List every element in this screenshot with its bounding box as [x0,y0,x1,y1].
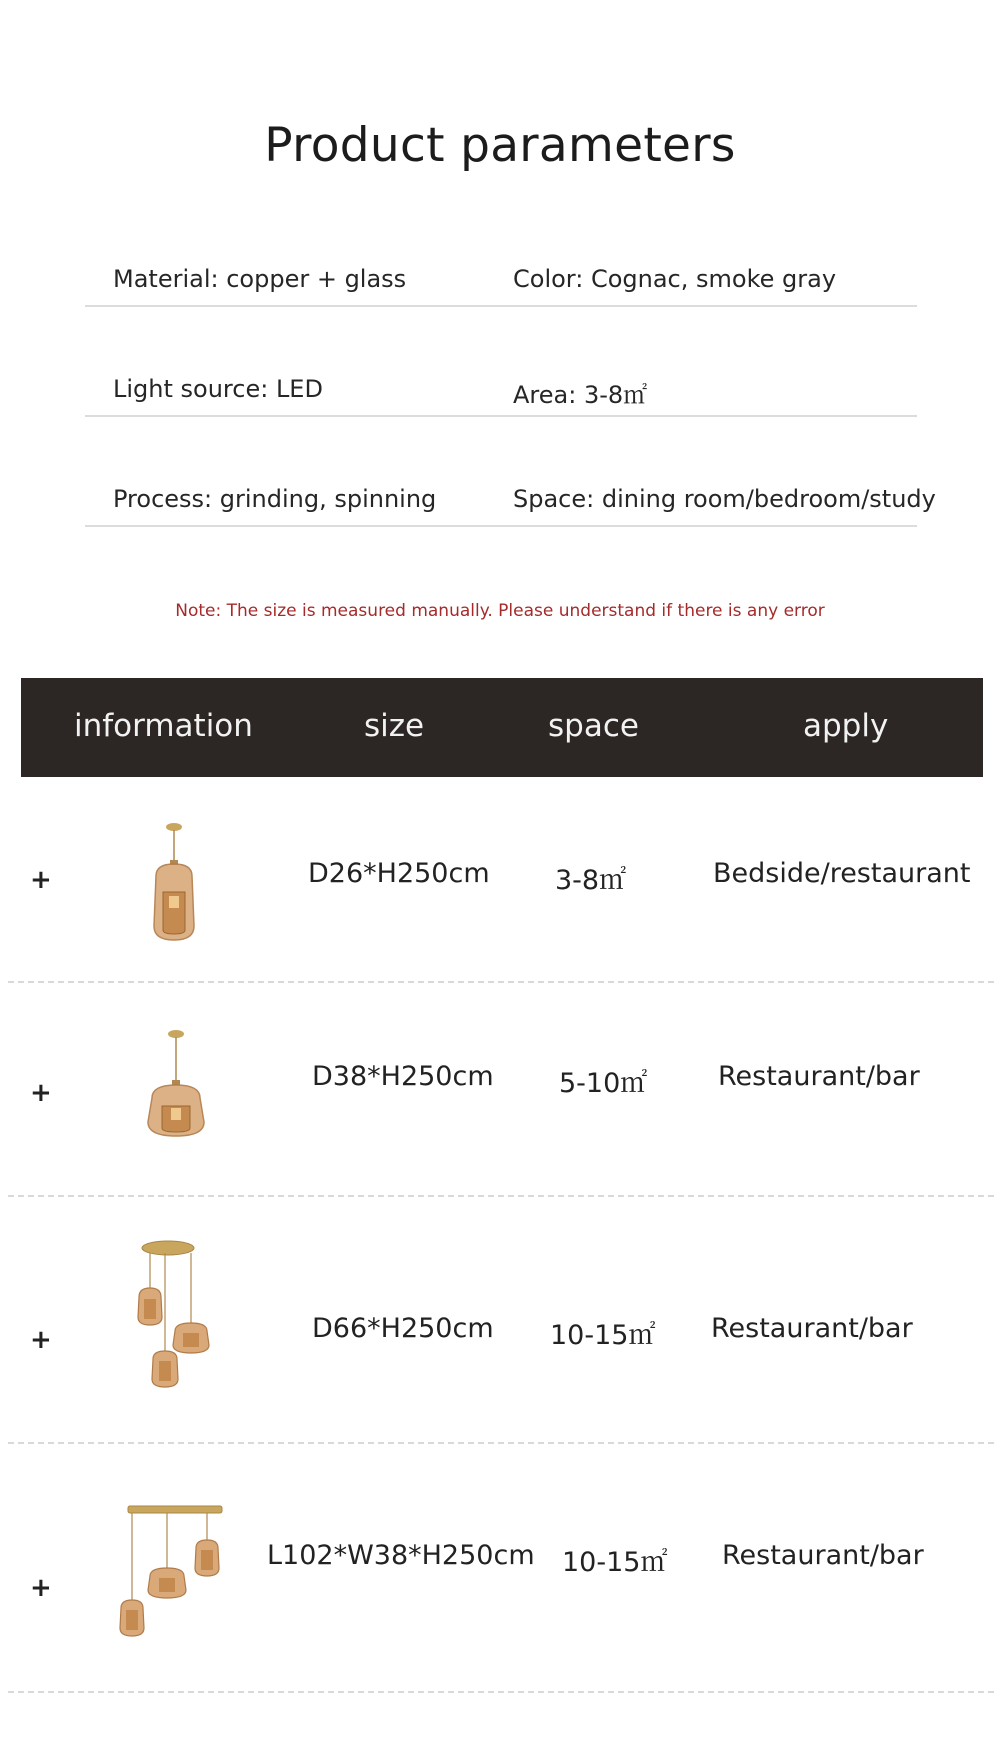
row-apply: Restaurant/bar [722,1540,924,1571]
param-row-material [85,265,917,307]
param-row-light-source [85,375,917,417]
param-row-process [85,485,936,527]
param-material: Material: copper + glass [113,265,407,293]
row-size: L102*W38*H250cm [267,1540,535,1571]
page-title: Product parameters [264,118,736,173]
row-space: 5-10㎡ [559,1068,648,1099]
param-light-source: Light source: LED [113,375,323,403]
three-pendant-round-canopy-image [125,1233,235,1393]
row-size: D38*H250cm [312,1061,494,1092]
single-pendant-lamp-small-image [130,822,230,944]
param-space: Space: dining room/bedroom/study [513,485,936,513]
size-note: Note: The size is measured manually. Please understand if there is any error [175,601,825,621]
header-size: size [364,708,425,744]
table-header [21,678,983,777]
row-divider [8,1691,994,1693]
expand-icon[interactable]: + [30,1573,52,1603]
param-area: Area: 3-8㎡ [513,381,648,409]
row-divider [8,1195,994,1197]
header-information: information [74,708,253,744]
row-space: 3-8㎡ [555,865,627,896]
param-process: Process: grinding, spinning [113,485,437,513]
row-size: D26*H250cm [308,858,490,889]
header-space: space [548,708,639,744]
single-pendant-lamp-wide-image [132,1028,232,1140]
expand-icon[interactable]: + [30,1078,52,1108]
row-space: 10-15㎡ [562,1547,668,1578]
row-apply: Restaurant/bar [711,1313,913,1344]
expand-icon[interactable]: + [30,1325,52,1355]
row-apply: Bedside/restaurant [713,858,971,889]
row-apply: Restaurant/bar [718,1061,920,1092]
three-pendant-linear-canopy-image [112,1498,237,1648]
row-space: 10-15㎡ [550,1320,656,1351]
param-color: Color: Cognac, smoke gray [513,265,837,293]
header-apply: apply [803,708,889,744]
expand-icon[interactable]: + [30,865,52,895]
row-size: D66*H250cm [312,1313,494,1344]
row-divider [8,1442,994,1444]
row-divider [8,981,994,983]
